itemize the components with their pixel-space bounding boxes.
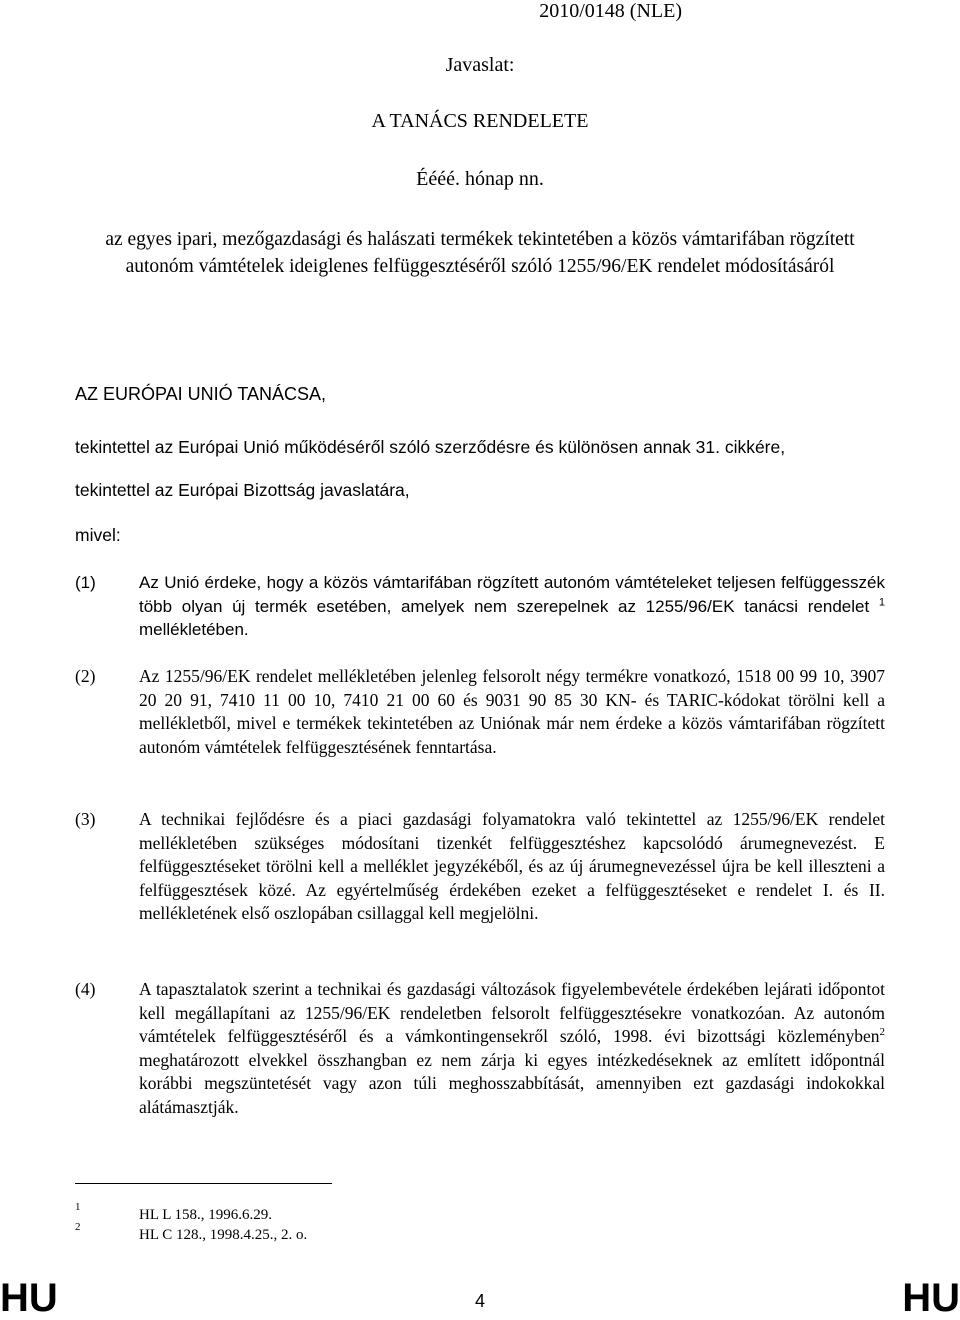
footnote-2 <box>75 1221 308 1244</box>
recital-number: (2) <box>75 666 96 686</box>
recital-3 <box>75 808 885 926</box>
recital-number: (3) <box>75 809 96 829</box>
footnote-number: 1 <box>75 1201 81 1213</box>
footnote-text: HL L 158., 1996.6.29. <box>139 1207 273 1223</box>
act-subject: az egyes ipari, mezőgazdasági és halászati termékek tekintetében a közös vámtarifában rögzített autonóm vámtételek ideiglenes felfüggesztéséről szóló 1255/96/EK rendelet módosításáról <box>105 229 855 277</box>
act-date: Éééé. hónap nn. <box>416 168 544 190</box>
citation-treaty: tekintettel az Európai Unió működéséről szóló szerződésre és különösen annak 31. cikkére, <box>75 437 786 457</box>
recital-number: (4) <box>75 979 96 999</box>
recital-text: A technikai fejlődésre és a piaci gazdasági folyamatokra való tekintettel az 1255/96/EK rendelet mellékletében szükséges módosítani tizenkét felfüggesztéshez kapcsolódó árumegnevezést. E felfüggesztéseket törölni kell a melléklet jegyzékéből, és az új árumegnevezéssel újra be kell illeszteni a felfüggesztések közé. Az egyértelműség érdekében ezeket a felfüggesztéseket e rendelet I. és II. mellékletének első oszlopában csillaggal kell megjelölni. <box>139 809 885 923</box>
recital-2 <box>75 665 885 759</box>
footnote-1 <box>75 1201 273 1224</box>
whereas-label: mivel: <box>75 525 121 545</box>
recital-number: (1) <box>75 573 96 592</box>
recital-text: A tapasztalatok szerint a technikai és gazdasági változások figyelembevétele érdekében lejárati időpontot kell megállapítani az 1255/96/EK rendeletben felsorolt felfüggesztésekre vonatkozóan. Az autonóm vámtételek felfüggesztéséről és a vámkontingensekről szóló, 1998. évi bizottsági közleményben$^2$ meghatározott elvekkel összhangban ez nem zárja ki egyes intézkedéseknek az említett időpontnál korábbi megszüntetését vagy azon túli meghosszabbítását, amennyiben ezt gazdasági indokokkal alátámasztják. <box>139 979 885 1117</box>
proposal-label: Javaslat: <box>445 54 515 76</box>
footer-language-right: HU <box>902 1276 960 1320</box>
footnote-number: 2 <box>75 1221 81 1233</box>
act-title: A TANÁCS RENDELETE <box>371 110 589 132</box>
footnote-reference: 1 <box>878 595 885 608</box>
recital-4 <box>75 978 885 1119</box>
footnote-reference: 2 <box>879 1026 885 1039</box>
council-heading: AZ EURÓPAI UNIÓ TANÁCSA, <box>75 384 327 404</box>
document-reference: 2010/0148 (NLE) <box>539 0 682 22</box>
citation-commission: tekintettel az Európai Bizottság javaslatára, <box>75 480 410 500</box>
footnote-separator <box>75 1183 332 1184</box>
page-number: 4 <box>474 1291 485 1311</box>
recital-text: Az Unió érdeke, hogy a közös vámtarifában rögzített autonóm vámtételeket teljesen felfüggesszék több olyan új termék esetében, amelyek nem szerepelnek az 1255/96/EK tanácsi rendelet $^1$ mellékletében. <box>139 573 885 639</box>
recital-1 <box>75 571 885 642</box>
recital-text: Az 1255/96/EK rendelet mellékletében jelenleg felsorolt négy termékre vonatkozó, 1518 00 99 10, 3907 20 20 91, 7410 11 00 10, 7410 21 00 60 és 9031 90 85 30 KN- és TARIC-kódokat törölni kell a mellékletből, mivel e termékek tekintetében az Uniónak már nem érdeke a közös vámtarifában rögzített autonóm vámtételek felfüggesztésének fenntartása. <box>139 666 885 757</box>
footnote-text: HL C 128., 1998.4.25., 2. o. <box>139 1227 308 1243</box>
footer-language-left: HU <box>0 1276 58 1320</box>
